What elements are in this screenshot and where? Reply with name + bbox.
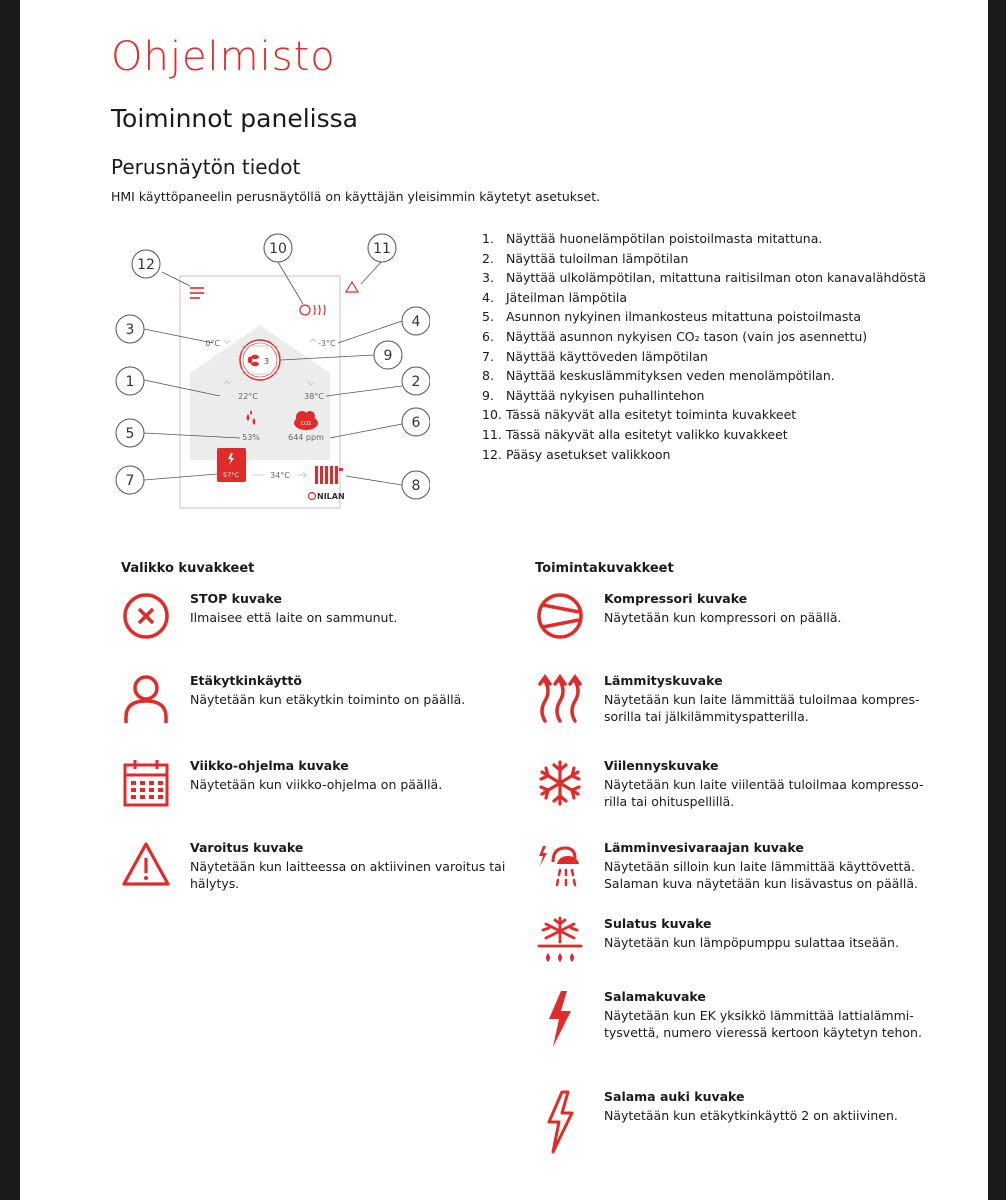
callout-1: 1 [125,374,135,390]
callout-9: 9 [383,348,393,364]
legend-item: 3. Näyttää ulkolämpötilan, mitattuna raitisilman oton kanavalähdöstä [482,270,927,286]
brand: NILAN [317,492,345,501]
snowflake-icon [535,758,585,808]
supply-temp: 38°C [304,392,324,401]
co2-label: CO2 [300,421,312,427]
defrost-icon [535,916,585,966]
legend-item: 2. Näyttää tuloilman lämpötilan [482,250,689,266]
callout-3: 3 [125,322,135,338]
panel-diagram [100,228,430,518]
warning-small-icon [346,282,358,292]
legend-item: 11. Tässä näkyvät alla esitetyt valikko kuvakkeet [482,426,788,442]
stop-icon [121,591,171,641]
heating-temp: 34°C [270,471,290,480]
callout-5: 5 [125,426,135,442]
callout-10: 10 [269,241,287,257]
shower-icon [535,840,585,890]
section-title: Toiminnot panelissa [111,104,358,133]
intro-text: HMI käyttöpaneelin perusnäytöllä on käyttäjän yleisimmin käytetyt asetukset. [111,189,601,204]
fan-speed: 3 [264,357,270,366]
legend-item: 5. Asunnon nykyinen ilmankosteus mitattuna poistoilmasta [482,309,861,325]
legend-item: 7. Näyttää käyttöveden lämpötilan [482,348,708,364]
co2-value: 644 ppm [288,433,324,442]
legend-item: 9. Näyttää nykyisen puhallintehon [482,387,705,403]
callout-4: 4 [411,314,421,330]
callout-6: 6 [411,415,421,431]
calendar-icon [121,758,171,808]
page-title: Ohjelmisto [111,34,336,80]
function-icons-heading: Toimintakuvakkeet [535,561,674,576]
warning-icon [121,840,171,890]
callout-8: 8 [411,478,421,494]
legend-list [482,229,926,464]
lightning-outline-icon [535,1089,585,1155]
compressor-icon [535,591,585,641]
callout-2: 2 [411,374,421,390]
legend-item: 10. Tässä näkyvät alla esitetyt toiminta kuvakkeet [482,407,797,423]
legend-item: 8. Näyttää keskuslämmityksen veden menolämpötilan. [482,368,835,384]
outdoor-temp: 0°C [205,339,220,348]
exhaust-temp: -3°C [318,339,336,348]
legend-item: 4. Jäteilman lämpötila [482,289,628,305]
heating-icon [535,673,585,723]
subsection-title: Perusnäytön tiedot [111,155,301,179]
legend-item: 1. Näyttää huonelämpötilan poistoilmasta mitattuna. [482,231,823,246]
callout-7: 7 [125,473,135,489]
legend-item: 6. Näyttää asunnon nykyisen CO₂ tason (vain jos asennettu) [482,328,868,344]
person-icon [121,673,171,723]
room-temp: 22°C [238,392,258,401]
humidity-value: 53% [242,433,260,442]
callout-11: 11 [373,241,391,257]
dhw-temp: 57°C [222,471,240,479]
document-page: Ohjelmisto Toiminnot panelissa Perusnäytön tiedot HMI käyttöpaneelin perusnäytöllä on käyttäjän yleisimmin käytetyt asetukset. 3 0°C -3°C 22°C 38°C 53% CO2 644 ppm 57°C 34°C NILAN 1 2 3 4 5 6 7 8 9 10 11 12 1. Näyttää huonelämpötilan poistoilmasta mitattuna. 2. Näyttää tuloilman lämpötilan 3. Näyttää ulkolämpötilan, mitattuna raitisilman oton kanavalähdöstä 4. Jäteilman lämpötila 5. Asunnon nykyinen ilmankosteus mitattuna poistoilmasta 6. Näyttää asunnon nykyisen CO₂ tason (vain jos asennettu) 7. Näyttää käyttöveden lämpötilan 8. Näyttää keskuslämmityksen veden menolämpötilan. 9. Näyttää nykyisen puhallintehon 10. Tässä näkyvät alla esitetyt toiminta kuvakkeet 11. Tässä näkyvät alla esitetyt valikko kuvakkeet 12. Pääsy asetukset valikkoon Valikko kuvakkeet Toimintakuvakkeet STOP kuvake Ilmaisee että laite on sammunut. Etäkytkinkäyttö Näytetään kun etäkytkin toiminto on päällä. Viikko-ohjelma kuvake Näytetään kun viikko-ohjelma on päällä. Varoitus kuvake Näytetään kun laitteessa on aktiivinen varoitus tai hälytys. Kompressori kuvake Näytetään kun kompressori on päällä. Lämmityskuvake Näytetään kun laite lämmittää tuloilmaa kompres-sorilla tai jälkilämmityspatterilla. Viilennyskuvake Näytetään kun laite viilentää tuloilmaa kompresso-rilla tai ohituspellillä. Lämminvesivaraajan kuvake Näytetään silloin kun laite lämmittää käyttövettä. Salaman kuva näytetään kun lisävastus on päällä. Sulatus kuvake Näytetään kun lämpöpumppu sulattaa itseään. Salamakuvake Näytetään kun EK yksikkö lämmittää lattialämmi-tysvettä, numero vieressä kertoon käytetyn tehon. Salama auki kuvake Näytetään kun etäkytkinkäyttö 2 on aktiivinen. [20,0,988,1200]
callout-12: 12 [137,257,155,273]
lightning-icon [535,989,585,1047]
legend-item: 12. Pääsy asetukset valikkoon [482,446,671,462]
menu-icons-heading: Valikko kuvakkeet [121,561,255,576]
